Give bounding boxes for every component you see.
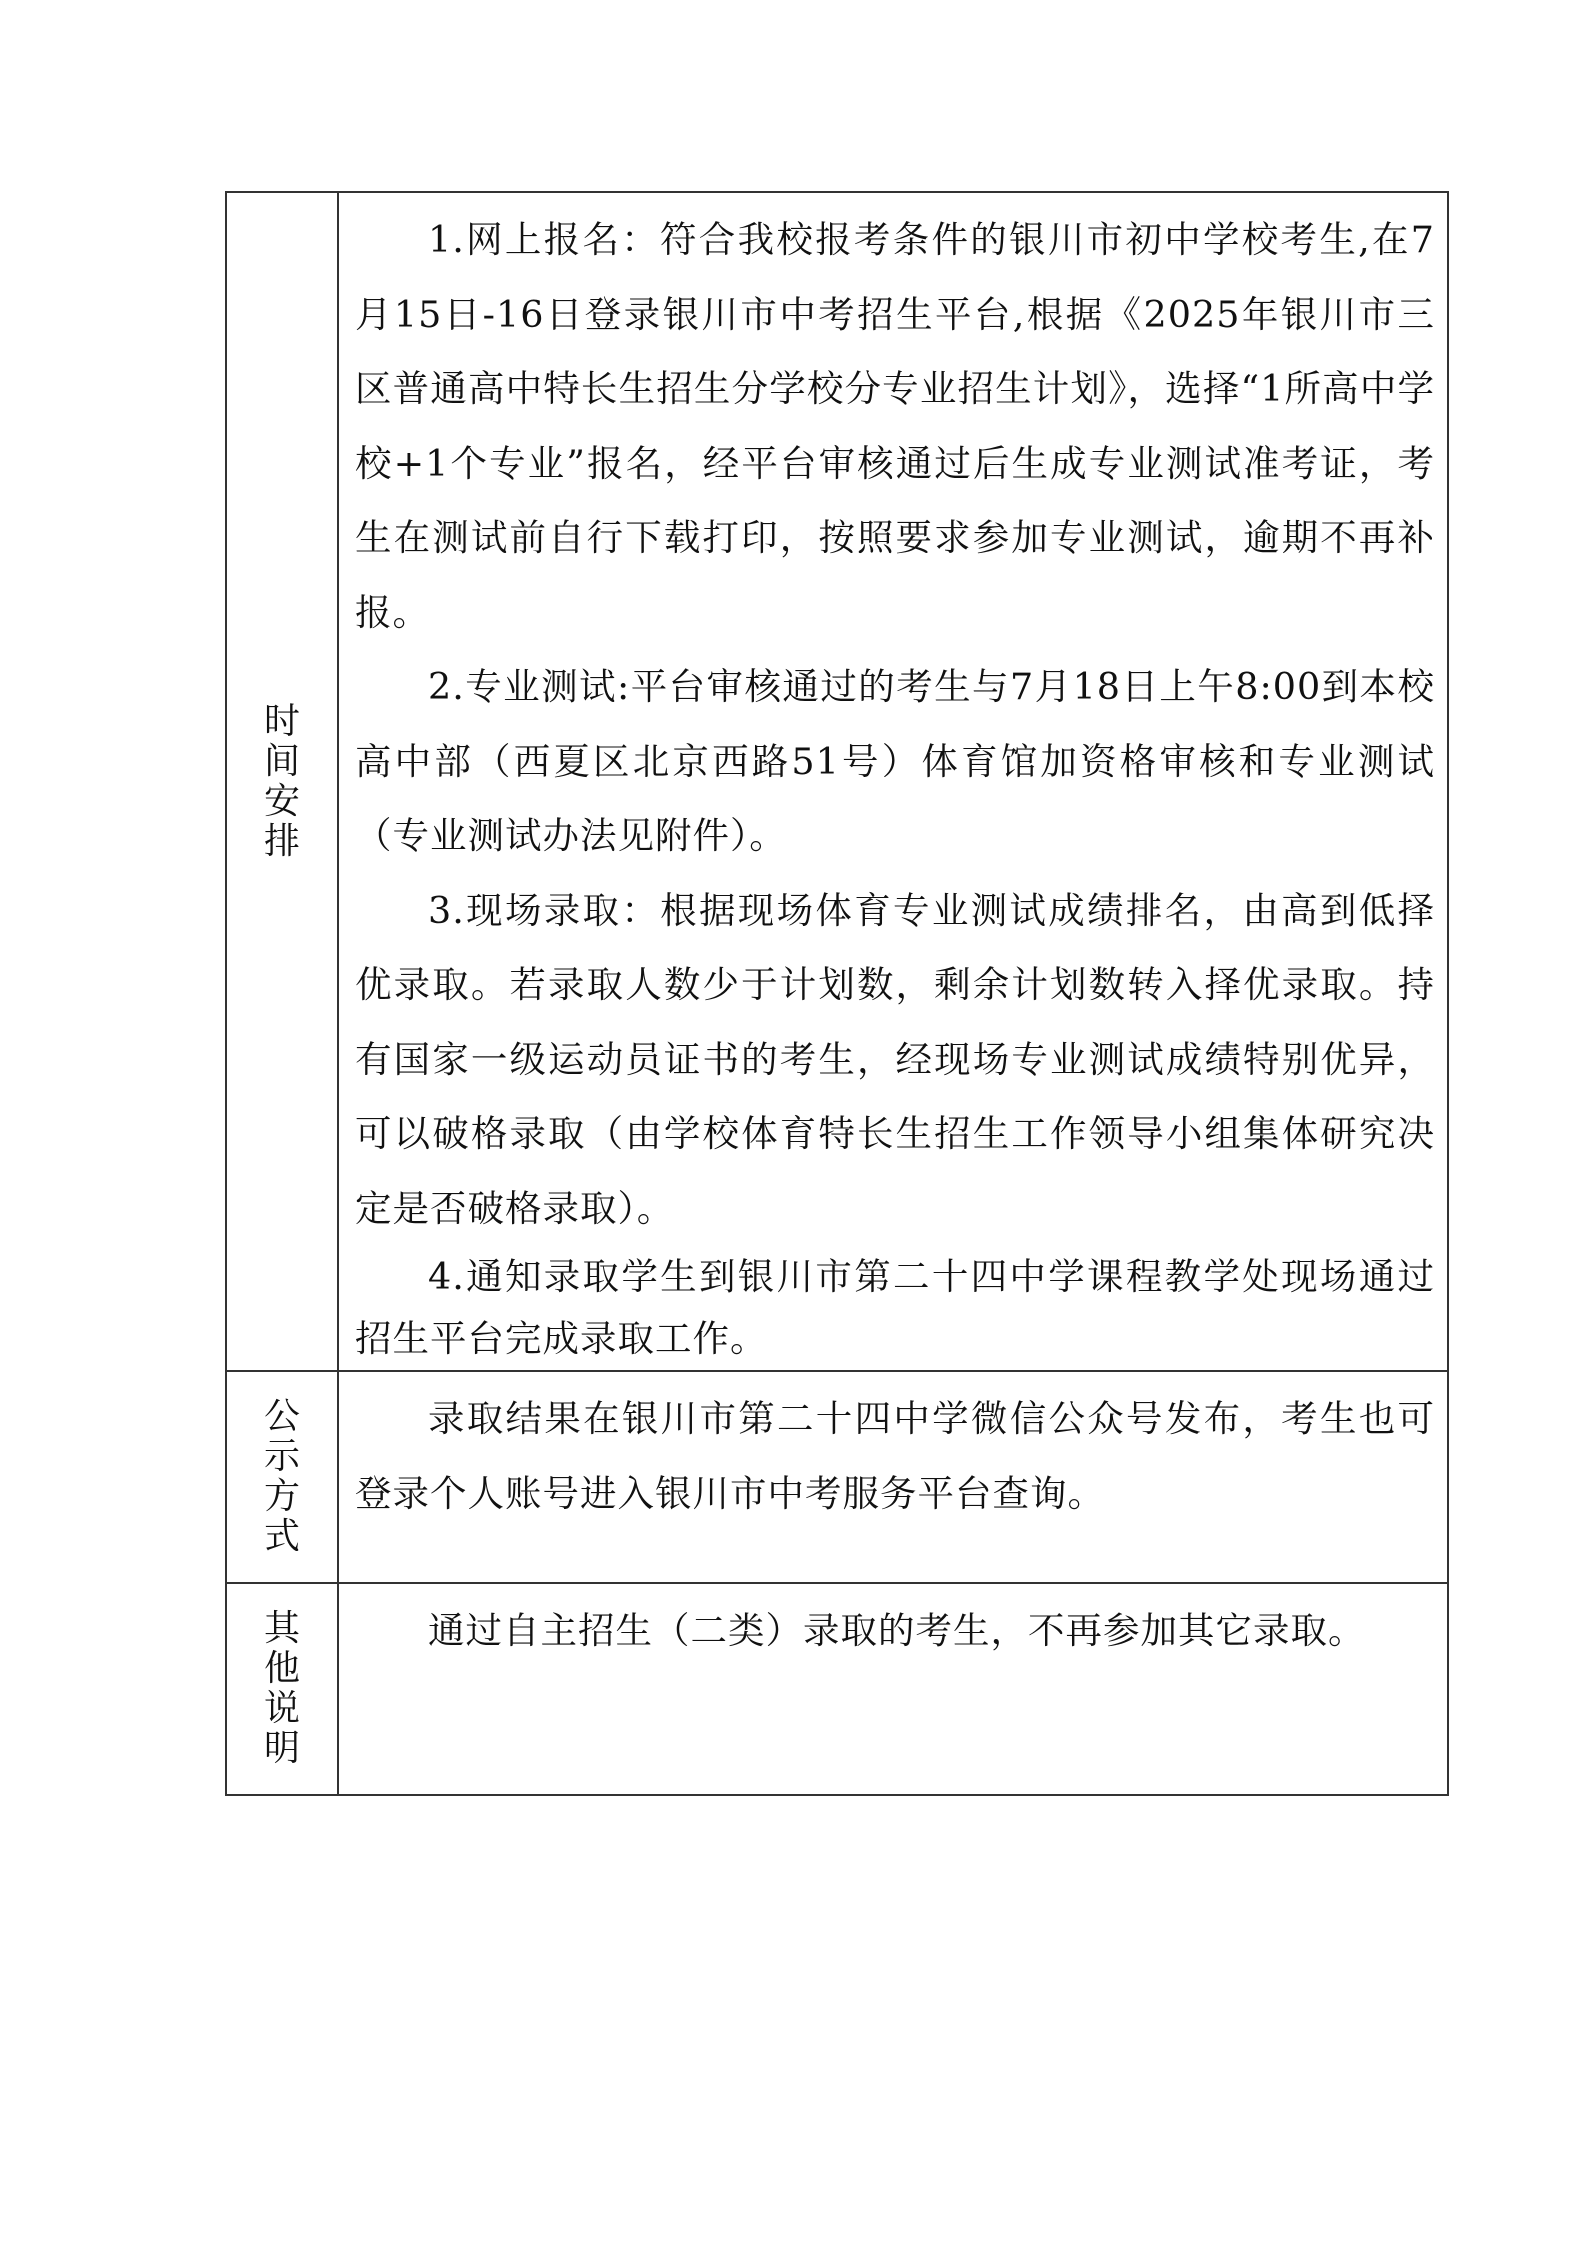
row-content-cell	[338, 1371, 1448, 1583]
row-label-cell	[226, 1583, 338, 1795]
table-row-other-notes	[226, 1583, 1448, 1795]
row-content-cell	[338, 192, 1448, 1371]
paragraph-other-notes: 通过自主招生（二类）录取的考生，不再参加其它录取。	[428, 1609, 1366, 1652]
table-row-schedule	[226, 192, 1448, 1371]
row-content-cell	[338, 1583, 1448, 1795]
paragraph-online-registration: 1.网上报名：符合我校报考条件的银川市初中学校考生,在7月15日-16日登录银川市中考招生平台,根据《2025年银川市三区普通高中特长生招生分学校分专业招生计划》，选择“1所高中学校+1个专业”报名，经平台审核通过后生成专业测试准考证，考生在测试前自行下载打印，按照要求参加专业测试，逾期不再补报。	[355, 218, 1435, 634]
row-label-cell	[226, 192, 338, 1371]
paragraph-professional-test: 2.专业测试:平台审核通过的考生与7月18日上午8:00到本校高中部（西夏区北京西路51号）体育馆加资格审核和专业测试（专业测试办法见附件）。	[355, 665, 1435, 857]
admission-info-table	[225, 191, 1449, 1796]
row-label-other-notes: 其他说明	[263, 1608, 300, 1769]
paragraph-onsite-admission: 3.现场录取：根据现场体育专业测试成绩排名，由高到低择优录取。若录取人数少于计划数，剩余计划数转入择优录取。持有国家一级运动员证书的考生，经现场专业测试成绩特别优异，可以破格录取（由学校体育特长生招生工作领导小组集体研究决定是否破格录取）。	[355, 888, 1435, 1230]
paragraph-admission-notice: 4.通知录取学生到银川市第二十四中学课程教学处现场通过招生平台完成录取工作。	[355, 1255, 1435, 1360]
table-row-publicity	[226, 1371, 1448, 1583]
paragraph-publicity: 录取结果在银川市第二十四中学微信公众号发布，考生也可登录个人账号进入银川市中考服务平台查询。	[355, 1397, 1435, 1515]
row-label-schedule: 时间安排	[263, 700, 300, 862]
row-label-cell	[226, 1371, 338, 1583]
row-label-publicity: 公示方式	[263, 1396, 300, 1557]
